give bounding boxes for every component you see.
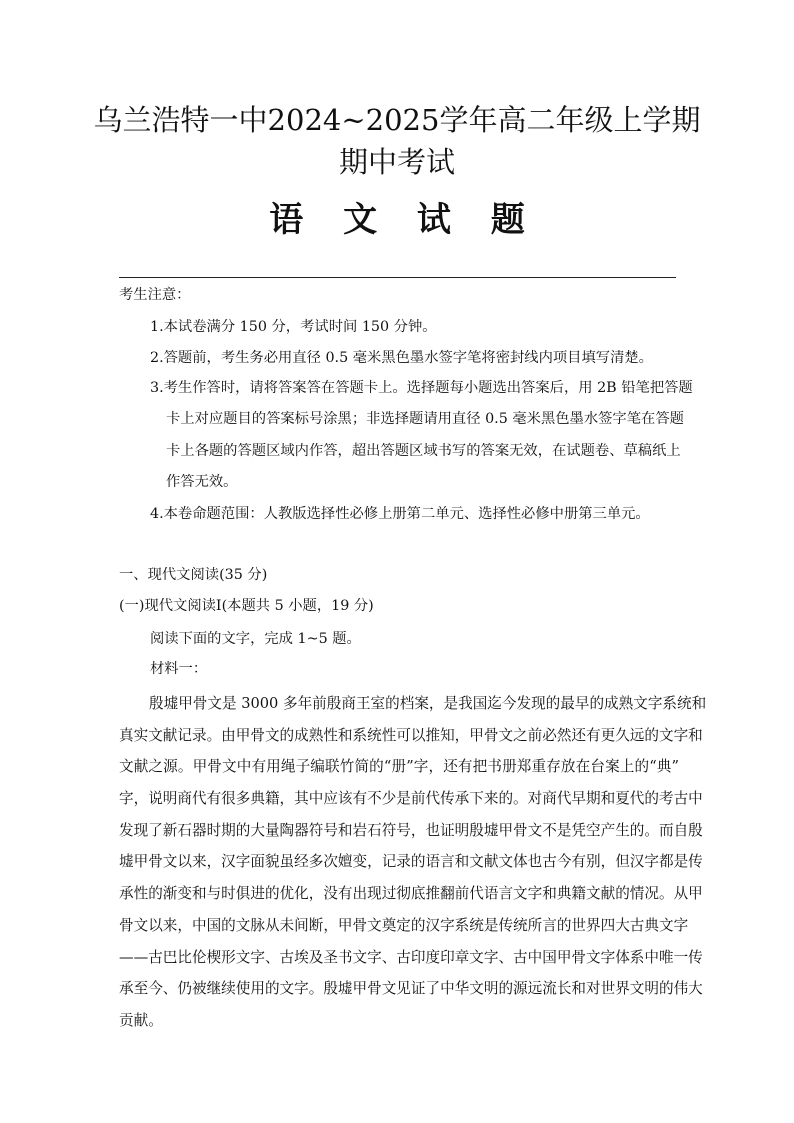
notice-item-4: 4.本卷命题范围：人教版选择性必修上册第二单元、选择性必修中册第三单元。: [150, 506, 650, 522]
notice-item-3-line2: 卡上对应题目的答案标号涂黑；非选择题请用直径 0.5 毫米黑色墨水签字笔在答题: [166, 411, 684, 427]
notice-label: 考生注意：: [119, 287, 191, 303]
divider-rule: [119, 277, 676, 278]
paragraph-line: 承至今、仍被继续使用的文字。殷墟甲骨文见证了中华文明的源远流长和对世界文明的伟大: [119, 980, 703, 998]
paragraph-line: 真实文献记录。由甲骨文的成熟性和系统性可以推知，甲骨文之前必然还有更久远的文字和: [119, 726, 703, 744]
paragraph-line: 墟甲骨文以来，汉字面貌虽经多次嬗变，记录的语言和文献文体也古今有别，但汉字都是传: [119, 853, 703, 871]
paragraph-line: 字，说明商代有很多典籍，其中应该有不少是前代传承下来的。对商代早期和夏代的考古中: [119, 790, 703, 808]
paragraph-line: ——古巴比伦楔形文字、古埃及圣书文字、古印度印章文字、古中国甲骨文字体系中唯一传: [119, 948, 703, 966]
notice-item-1: 1.本试卷满分 150 分，考试时间 150 分钟。: [150, 319, 437, 335]
notice-item-3-line1: 3.考生作答时，请将答案答在答题卡上。选择题每小题选出答案后，用 2B 铅笔把答题: [150, 380, 693, 396]
section-sub-heading: (一)现代文阅读Ⅰ(本题共 5 小题，19 分): [119, 598, 374, 614]
paragraph-line: 文献之源。甲骨文中有用绳子编联竹简的“册”字，还有把书册郑重存放在台案上的“典”: [119, 758, 679, 776]
notice-item-2: 2.答题前，考生务必用直径 0.5 毫米黑色墨水签字笔将密封线内项目填写清楚。: [150, 350, 653, 366]
paragraph-line: 承性的渐变和与时俱进的优化，没有出现过彻底推翻前代语言文字和典籍文献的情况。从甲: [119, 885, 703, 903]
material-label: 材料一：: [150, 661, 208, 677]
notice-item-3-line3: 卡上各题的答题区域内作答，超出答题区域书写的答案无效，在试题卷、草稿纸上: [166, 443, 681, 459]
paragraph-line: 发现了新石器时期的大量陶器符号和岩石符号，也证明殷墟甲骨文不是凭空产生的。而自殷: [119, 821, 703, 839]
paragraph-line: 贡献。: [119, 1011, 163, 1029]
paragraph-line: 骨文以来，中国的文脉从未间断，甲骨文奠定的汉字系统是传统所言的世界四大古典文字: [119, 916, 689, 934]
exam-title-line1: 乌兰浩特一中2024~2025学年高二年级上学期: [93, 103, 701, 137]
exam-title-line2: 期中考试: [338, 145, 455, 179]
section-heading: 一、现代文阅读(35 分): [119, 567, 268, 583]
subject-title: 语 文 试 题: [269, 200, 539, 240]
reading-instruction: 阅读下面的文字，完成 1~5 题。: [150, 631, 361, 647]
notice-item-3-line4: 作答无效。: [166, 474, 238, 490]
paragraph-line: 殷墟甲骨文是 3000 多年前殷商王室的档案，是我国迄今发现的最早的成熟文字系统和: [149, 695, 707, 712]
material-paragraph: [119, 688, 707, 1037]
